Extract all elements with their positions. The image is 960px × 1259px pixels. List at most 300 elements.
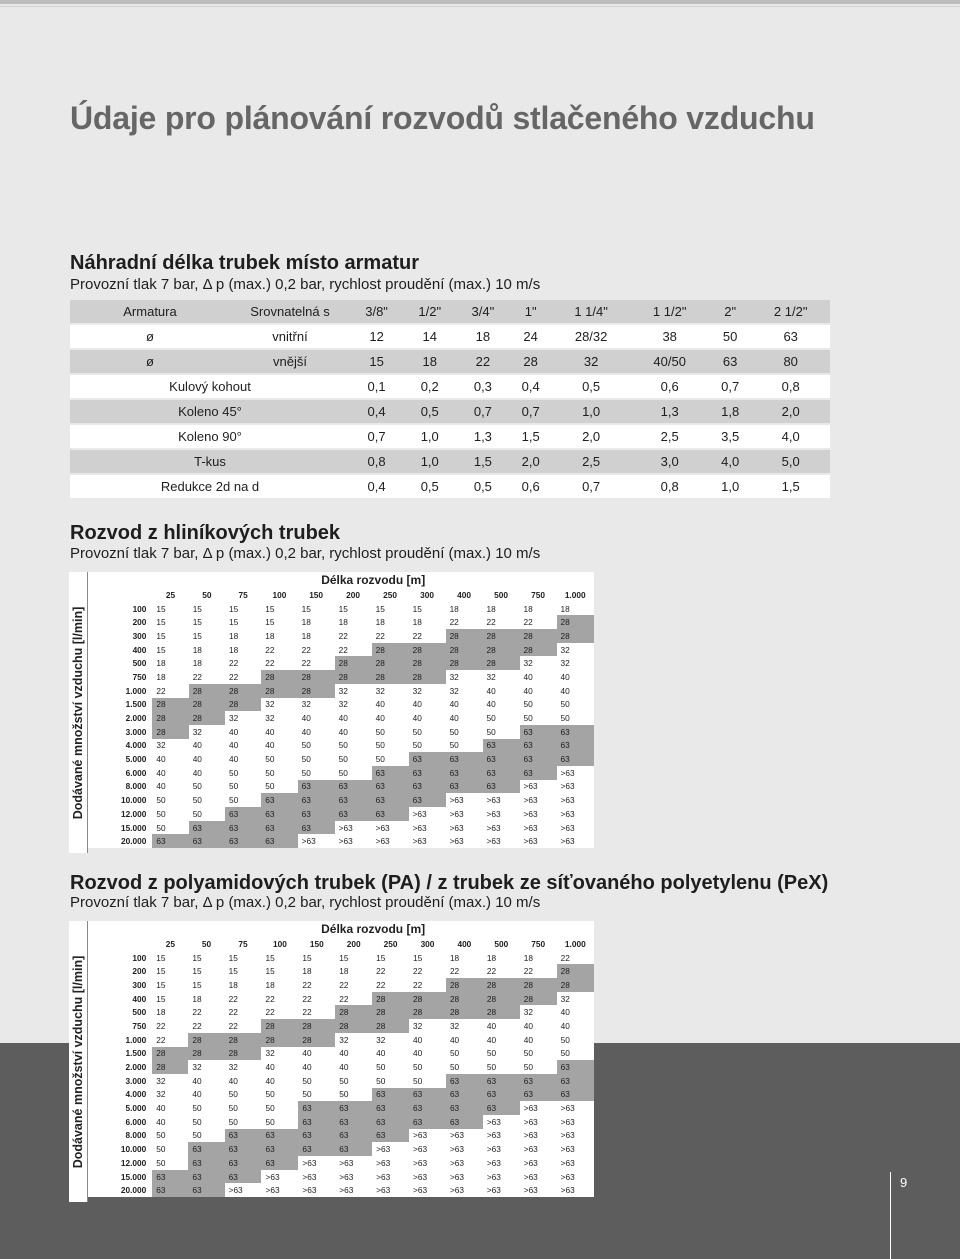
grid-cell: 32	[335, 1033, 372, 1047]
grid-row	[88, 1183, 594, 1197]
grid-cell: 32	[261, 698, 297, 712]
grid-row	[88, 739, 594, 753]
grid-flow-header: 20.000	[88, 1183, 152, 1197]
grid-cell: >63	[409, 834, 446, 848]
grid-cell: >63	[557, 1170, 594, 1184]
grid-cell: >63	[557, 807, 594, 821]
fittings-cell: 15	[350, 350, 403, 373]
grid-cell: >63	[335, 1170, 372, 1184]
grid-cell: >63	[483, 1129, 520, 1143]
grid-length-header: 1.000	[557, 937, 594, 951]
grid-cell: >63	[261, 1183, 298, 1197]
grid-cell: 63	[483, 739, 520, 753]
grid-cell: 63	[483, 752, 520, 766]
fittings-cell: 2,0	[509, 450, 551, 473]
grid-cell: 15	[261, 602, 297, 616]
grid-row	[88, 629, 594, 643]
fittings-cell: 0,4	[350, 475, 403, 498]
grid-cell: 15	[225, 615, 261, 629]
grid-cell: >63	[557, 780, 594, 794]
grid-flow-header: 750	[88, 1019, 152, 1033]
grid-row	[88, 834, 594, 848]
grid-cell: >63	[335, 1156, 372, 1170]
grid-cell: 63	[225, 1129, 262, 1143]
grid-cell: 50	[261, 752, 297, 766]
grid-cell: 50	[261, 780, 297, 794]
grid-cell: 15	[189, 629, 225, 643]
grid-row	[88, 1033, 594, 1047]
grid-cell: 40	[189, 766, 225, 780]
grid-length-header: 150	[298, 588, 335, 602]
grid-flow-header: 6.000	[88, 766, 152, 780]
grid-cell: 22	[409, 964, 446, 978]
grid-cell: 15	[152, 643, 188, 657]
grid-cell: 50	[335, 752, 372, 766]
grid-cell: 63	[335, 1142, 372, 1156]
fittings-cell: 0,5	[552, 375, 631, 398]
section1-subtitle: Provozní tlak 7 bar, Δ p (max.) 0,2 bar, rychlost proudění (max.) 10 m/s	[70, 276, 541, 293]
grid-cell: 63	[188, 1156, 224, 1170]
fittings-cell: 0,8	[630, 475, 709, 498]
fittings-table	[70, 298, 830, 500]
grid-cell: 22	[152, 684, 188, 698]
grid-cell: 18	[152, 1005, 188, 1019]
grid-cell: 50	[298, 1074, 335, 1088]
grid-cell: 63	[335, 1129, 372, 1143]
grid-cell: 63	[372, 1088, 409, 1102]
grid-cell: 50	[335, 739, 372, 753]
fittings-row	[70, 400, 830, 423]
grid-cell: >63	[557, 834, 594, 848]
grid-cell: 40	[261, 739, 297, 753]
grid-cell: 28	[446, 992, 483, 1006]
grid-corner	[88, 572, 152, 588]
fittings-cell: 0,7	[709, 375, 751, 398]
grid-cell: 28	[446, 656, 483, 670]
fittings-cell: vnější	[230, 350, 350, 373]
grid-cell: >63	[520, 834, 557, 848]
grid-cell: 22	[335, 992, 372, 1006]
grid-row	[88, 670, 594, 684]
grid-cell: 28	[483, 629, 520, 643]
grid-cell: 50	[152, 1142, 188, 1156]
grid-cell: 28	[372, 1019, 409, 1033]
grid-cell: 40	[409, 711, 446, 725]
grid-cell: 50	[298, 752, 335, 766]
grid-cell: 28	[557, 978, 594, 992]
grid-cell: 22	[298, 643, 335, 657]
grid-flow-header: 300	[88, 629, 152, 643]
grid-cell: 32	[520, 1005, 557, 1019]
grid-cell: 22	[298, 978, 335, 992]
grid-cell: 32	[225, 711, 261, 725]
grid-cell: 18	[261, 978, 298, 992]
grid-cell: >63	[483, 821, 520, 835]
grid-cell: 15	[261, 951, 298, 965]
grid-cell: 18	[261, 629, 297, 643]
grid-cell: 28	[261, 670, 297, 684]
grid-cell: 40	[225, 1074, 262, 1088]
grid-cell: >63	[372, 1170, 409, 1184]
grid-cell: >63	[446, 793, 483, 807]
fittings-cell: 3,0	[630, 450, 709, 473]
section1-title: Náhradní délka trubek místo armatur	[70, 252, 419, 274]
grid-cell: 28	[189, 698, 225, 712]
grid-cell: 18	[520, 951, 557, 965]
grid-cell: >63	[557, 1101, 594, 1115]
grid-row	[88, 1129, 594, 1143]
fittings-cell: 0,6	[509, 475, 551, 498]
grid-cell: 63	[225, 834, 261, 848]
grid-flow-header: 300	[88, 978, 152, 992]
grid-cell: 15	[188, 964, 224, 978]
grid-cell: 50	[372, 1074, 409, 1088]
grid-cell: >63	[483, 807, 520, 821]
grid-cell: 28	[188, 1047, 224, 1061]
grid-cell: >63	[557, 821, 594, 835]
grid-cell: 40	[372, 698, 409, 712]
grid-cell: 18	[520, 602, 557, 616]
grid-cell: >63	[520, 1115, 557, 1129]
fittings-row	[70, 375, 830, 398]
grid-cell: 28	[152, 711, 188, 725]
grid-row	[88, 656, 594, 670]
grid-row	[88, 964, 594, 978]
grid-cell: 63	[372, 1101, 409, 1115]
fittings-cell: 22	[456, 350, 509, 373]
fittings-cell: Armatura	[70, 300, 230, 323]
grid-cell: 28	[483, 992, 520, 1006]
grid-caption: Délka rozvodu [m]	[152, 921, 594, 937]
grid-cell: 28	[298, 684, 335, 698]
grid-cell: >63	[335, 821, 372, 835]
fittings-row	[70, 325, 830, 348]
grid-cell: 28	[409, 656, 446, 670]
fittings-cell: 2 1/2"	[751, 300, 830, 323]
grid-cell: >63	[372, 1156, 409, 1170]
grid-cell: 63	[189, 834, 225, 848]
grid-cell: 28	[483, 656, 520, 670]
fittings-cell: 1 1/2"	[630, 300, 709, 323]
grid-cell: 28	[188, 1033, 224, 1047]
grid-flow-header: 1.500	[88, 698, 152, 712]
grid-cell: 28	[261, 684, 297, 698]
grid-cell: 40	[446, 698, 483, 712]
fittings-cell: 0,7	[509, 400, 551, 423]
grid-cell: 63	[335, 793, 372, 807]
fittings-cell: 5,0	[751, 450, 830, 473]
grid-length-header: 300	[409, 937, 446, 951]
grid-cell: 63	[298, 1129, 335, 1143]
grid-row	[88, 752, 594, 766]
grid-flow-header: 3.000	[88, 725, 152, 739]
grid-cell: 63	[372, 1129, 409, 1143]
grid-cell: 63	[520, 1088, 557, 1102]
grid-cell: 50	[372, 752, 409, 766]
grid-cell: 63	[298, 793, 335, 807]
grid-cell: 32	[261, 711, 297, 725]
grid-cell: 15	[152, 992, 188, 1006]
fittings-row	[70, 450, 830, 473]
grid-cell: 22	[483, 615, 520, 629]
grid-cell: 40	[483, 1019, 520, 1033]
grid-cell: 63	[446, 780, 483, 794]
grid-row	[88, 1060, 594, 1074]
grid-cell: 32	[298, 698, 335, 712]
grid-flow-header: 12.000	[88, 1156, 152, 1170]
grid-flow-header: 12.000	[88, 807, 152, 821]
grid-cell: >63	[261, 1170, 298, 1184]
grid-cell: 63	[557, 1074, 594, 1088]
grid-flow-header: 6.000	[88, 1115, 152, 1129]
fittings-cell: 3,5	[709, 425, 751, 448]
grid-cell: 50	[152, 1129, 188, 1143]
grid-flow-header: 3.000	[88, 1074, 152, 1088]
fittings-cell: 0,4	[509, 375, 551, 398]
grid-cell: 18	[298, 629, 335, 643]
fittings-cell: 1,5	[751, 475, 830, 498]
fittings-cell: 50	[709, 325, 751, 348]
grid-cell: >63	[520, 807, 557, 821]
grid-cell: 15	[261, 615, 297, 629]
grid-row	[88, 1170, 594, 1184]
grid-cell: 22	[446, 615, 483, 629]
grid-cell: 50	[557, 1033, 594, 1047]
grid-cell: 40	[189, 752, 225, 766]
grid-cell: 15	[409, 951, 446, 965]
grid-cell: 32	[557, 656, 594, 670]
grid-cell: 63	[298, 821, 335, 835]
grid-cell: >63	[298, 1156, 335, 1170]
grid-cell: 32	[152, 1074, 188, 1088]
grid-row	[88, 1005, 594, 1019]
grid-length-header: 500	[483, 588, 520, 602]
grid-cell: 28	[446, 643, 483, 657]
grid-cell: 18	[189, 643, 225, 657]
grid-flow-header: 15.000	[88, 821, 152, 835]
grid-cell: 40	[298, 725, 335, 739]
grid-cell: 22	[225, 1005, 262, 1019]
grid-flow-header: 400	[88, 643, 152, 657]
grid-cell: >63	[446, 1170, 483, 1184]
grid-cell: 32	[372, 684, 409, 698]
grid-cell: 28	[372, 643, 409, 657]
fittings-cell: Redukce 2d na d	[70, 475, 350, 498]
grid-row	[88, 602, 594, 616]
grid-cell: 63	[409, 1101, 446, 1115]
grid-row	[88, 1074, 594, 1088]
grid-flow-header: 400	[88, 992, 152, 1006]
grid-length-header: 25	[152, 937, 188, 951]
grid-cell: 18	[446, 602, 483, 616]
grid-cell: 50	[335, 766, 372, 780]
aluminium-grid	[69, 572, 594, 853]
grid-cell: 50	[225, 793, 261, 807]
grid-cell: 63	[557, 752, 594, 766]
fittings-cell: 18	[456, 325, 509, 348]
grid-cell: 18	[446, 951, 483, 965]
grid-cell: 50	[261, 1115, 298, 1129]
grid-cell: 15	[372, 602, 409, 616]
grid-cell: 15	[335, 602, 372, 616]
grid-cell: 15	[225, 602, 261, 616]
grid-cell: 22	[520, 964, 557, 978]
grid-cell: 28	[298, 670, 335, 684]
grid-cell: 40	[520, 1019, 557, 1033]
grid-cell: >63	[557, 1115, 594, 1129]
fittings-cell: 3/8"	[350, 300, 403, 323]
grid-cell: 50	[446, 725, 483, 739]
grid-cell: 22	[225, 656, 261, 670]
grid-cell: 32	[409, 1019, 446, 1033]
fittings-cell: 0,7	[350, 425, 403, 448]
grid-cell: 50	[225, 766, 261, 780]
grid-cell: >63	[372, 1142, 409, 1156]
grid-flow-header: 1.000	[88, 1033, 152, 1047]
grid-cell: >63	[446, 1129, 483, 1143]
grid-cell: >63	[520, 1101, 557, 1115]
grid-cell: 63	[483, 780, 520, 794]
section3-subtitle: Provozní tlak 7 bar, Δ p (max.) 0,2 bar, rychlost proudění (max.) 10 m/s	[70, 894, 541, 911]
grid-cell: 22	[261, 643, 297, 657]
grid-length-header: 50	[188, 937, 224, 951]
grid-cell: 22	[261, 992, 298, 1006]
grid-cell: 15	[298, 951, 335, 965]
grid-length-header: 750	[520, 937, 557, 951]
grid-cell: 50	[152, 807, 188, 821]
grid-cell: 18	[298, 615, 335, 629]
grid-cell: 63	[372, 766, 409, 780]
grid-cell: 22	[188, 1005, 224, 1019]
grid-cell: 63	[372, 1115, 409, 1129]
grid-cell: 28	[520, 978, 557, 992]
grid-cell: 63	[409, 752, 446, 766]
grid-cell: 32	[446, 684, 483, 698]
fittings-cell: ø	[70, 350, 230, 373]
grid-cell: 22	[372, 978, 409, 992]
fittings-cell: Srovnatelná s	[230, 300, 350, 323]
grid-cell: 63	[298, 1101, 335, 1115]
grid-cell: 18	[225, 629, 261, 643]
grid-cell: 28	[152, 1047, 188, 1061]
grid-cell: >63	[557, 766, 594, 780]
fittings-cell: 0,6	[630, 375, 709, 398]
grid-cell: 22	[188, 1019, 224, 1033]
grid-cell: 15	[152, 629, 188, 643]
grid-cell: 22	[152, 1019, 188, 1033]
grid-cell: 63	[335, 1101, 372, 1115]
grid-cell: 32	[372, 1033, 409, 1047]
grid-cell: 32	[483, 670, 520, 684]
grid-cell: >63	[372, 834, 409, 848]
grid-cell: 50	[557, 711, 594, 725]
grid-cell: 28	[409, 670, 446, 684]
grid-cell: 40	[446, 711, 483, 725]
fittings-row	[70, 300, 830, 323]
grid-cell: 63	[483, 766, 520, 780]
polyamide-grid-table	[88, 921, 594, 1197]
grid-flow-header: 8.000	[88, 1129, 152, 1143]
grid-cell: >63	[446, 807, 483, 821]
grid-cell: >63	[557, 1129, 594, 1143]
grid-length-header: 400	[446, 588, 483, 602]
grid-cell: 63	[520, 766, 557, 780]
grid-cell: 50	[298, 739, 335, 753]
fittings-cell: 32	[552, 350, 631, 373]
grid-cell: 63	[372, 807, 409, 821]
grid-length-header: 75	[225, 937, 262, 951]
grid-length-header: 100	[261, 588, 297, 602]
fittings-cell: 28	[509, 350, 551, 373]
grid-cell: >63	[446, 1142, 483, 1156]
grid-flow-header: 10.000	[88, 793, 152, 807]
grid-cell: 50	[188, 1129, 224, 1143]
grid-cell: 63	[557, 725, 594, 739]
grid-cell: >63	[409, 1156, 446, 1170]
grid-cell: 28	[225, 684, 261, 698]
grid-cell: 32	[188, 1060, 224, 1074]
grid-cell: 63	[298, 780, 335, 794]
grid-cell: 50	[372, 739, 409, 753]
grid-cell: 63	[335, 807, 372, 821]
top-rule	[0, 0, 960, 4]
grid-cell: >63	[520, 793, 557, 807]
grid-cell: 22	[335, 978, 372, 992]
grid-cell: >63	[483, 1142, 520, 1156]
grid-cell: 15	[189, 602, 225, 616]
fittings-cell: ø	[70, 325, 230, 348]
grid-cell: 28	[446, 978, 483, 992]
grid-cell: 63	[298, 1115, 335, 1129]
grid-cell: 15	[225, 964, 262, 978]
grid-row	[88, 1101, 594, 1115]
fittings-cell: 2,5	[630, 425, 709, 448]
grid-cell: 40	[152, 780, 188, 794]
grid-cell: 18	[335, 615, 372, 629]
fittings-cell: 2,0	[552, 425, 631, 448]
grid-cell: 28	[557, 629, 594, 643]
grid-cell: 50	[152, 821, 188, 835]
grid-flow-header: 1.000	[88, 684, 152, 698]
grid-cell: 40	[557, 1005, 594, 1019]
grid-cell: >63	[520, 1170, 557, 1184]
grid-cell: 63	[152, 834, 188, 848]
grid-cell: >63	[298, 1170, 335, 1184]
grid-cell: 63	[446, 1074, 483, 1088]
grid-cell: 18	[372, 615, 409, 629]
grid-length-header: 50	[189, 588, 225, 602]
grid-cell: 40	[152, 1101, 188, 1115]
fittings-cell: 0,7	[552, 475, 631, 498]
grid-cell: 32	[335, 698, 372, 712]
grid-flow-header: 200	[88, 615, 152, 629]
grid-cell: 28	[520, 629, 557, 643]
grid-cell: 28	[225, 1047, 262, 1061]
grid-cell: 63	[483, 1101, 520, 1115]
grid-cell: 28	[335, 1005, 372, 1019]
grid-cell: 28	[409, 992, 446, 1006]
grid-cell: >63	[557, 1183, 594, 1197]
grid-row	[88, 1088, 594, 1102]
grid-cell: 40	[261, 1060, 298, 1074]
grid-cell: 22	[261, 1005, 298, 1019]
grid-cell: 40	[335, 1060, 372, 1074]
grid-cell: 28	[372, 1005, 409, 1019]
grid-cell: >63	[520, 1142, 557, 1156]
grid-cell: 63	[188, 1170, 224, 1184]
grid-cell: 40	[520, 670, 557, 684]
grid-cell: 40	[483, 1033, 520, 1047]
